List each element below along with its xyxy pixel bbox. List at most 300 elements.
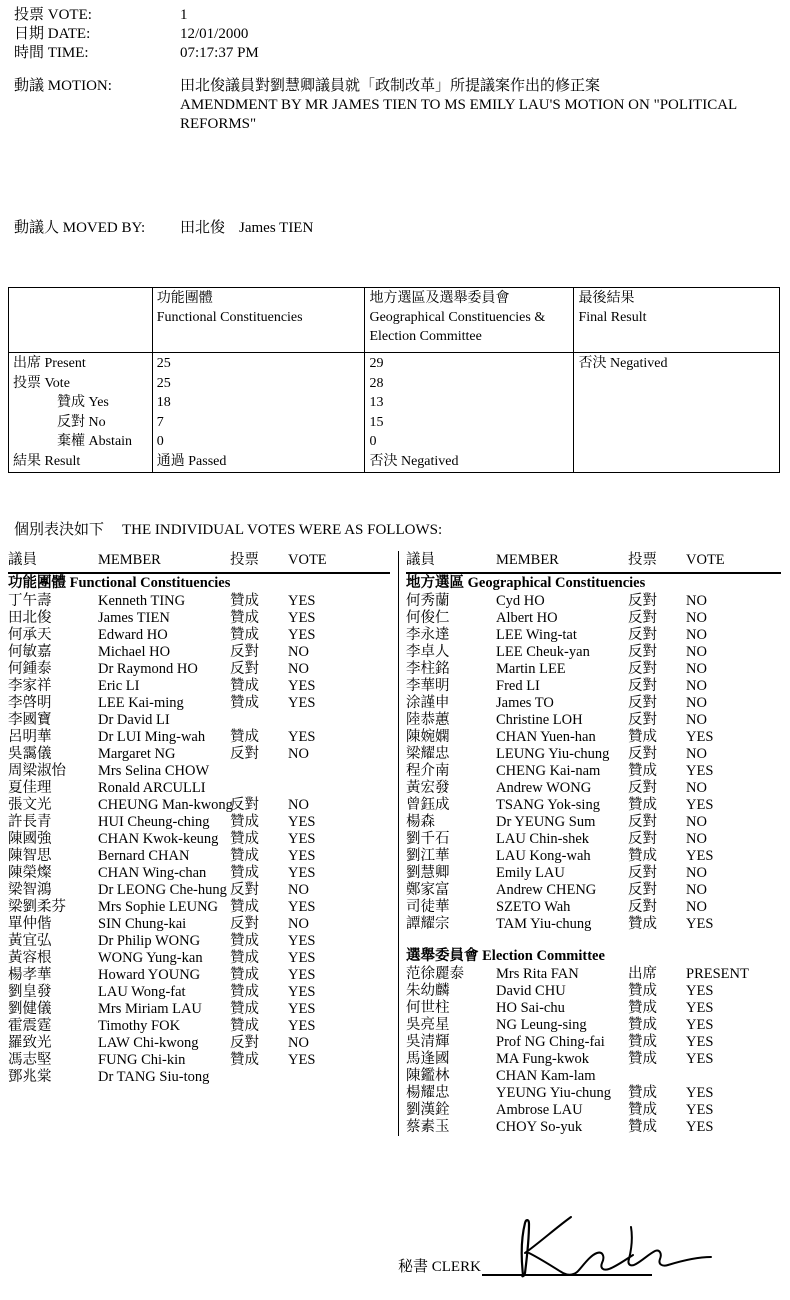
vote-summary-table — [8, 287, 780, 473]
label-present: 出席 Present — [13, 356, 86, 371]
label-no: 反對 No — [57, 414, 106, 430]
vote-row — [406, 627, 781, 644]
vote-row — [406, 848, 781, 865]
member-name-chinese: 李家祥 — [8, 678, 52, 694]
member-vote-english: NO — [686, 712, 707, 728]
member-vote-chinese: 反對 — [628, 865, 657, 881]
member-vote-english: YES — [288, 933, 316, 949]
member-name-chinese: 吳靄儀 — [8, 746, 52, 762]
member-vote-english: YES — [686, 797, 714, 813]
member-vote-chinese: 反對 — [628, 899, 657, 915]
left-header-member-zh: 議員 — [8, 552, 37, 568]
label-result: 結果 Result — [13, 453, 81, 469]
member-vote-english: NO — [686, 593, 707, 609]
geographical-constituencies-column — [398, 551, 781, 1136]
vote-row — [406, 899, 781, 916]
member-vote-english — [686, 1068, 746, 1085]
member-vote-chinese: 反對 — [230, 661, 259, 677]
member-name-chinese: 劉皇發 — [8, 984, 52, 1000]
left-header-rule — [8, 572, 390, 574]
right-section-title — [406, 575, 781, 593]
member-name-english: CHAN Kam-lam — [496, 1068, 596, 1084]
member-vote-english: NO — [288, 644, 309, 660]
time-label: 時間 TIME: — [14, 45, 89, 61]
member-name-english: LAU Kong-wah — [496, 848, 591, 864]
summary-header-row — [9, 288, 780, 353]
vote-row — [8, 610, 390, 627]
member-vote-english: YES — [288, 831, 316, 847]
right-header-vote-zh: 投票 — [628, 552, 657, 568]
right-column-header — [406, 551, 781, 572]
member-name-chinese: 涂謹申 — [406, 695, 450, 711]
member-name-english: Dr David LI — [98, 712, 170, 728]
vote-row — [406, 831, 781, 848]
member-vote-english: YES — [288, 865, 316, 881]
vote-row — [406, 1000, 781, 1017]
member-name-chinese: 何秀蘭 — [406, 593, 450, 609]
member-name-chinese: 何敏嘉 — [8, 644, 52, 660]
vote-row — [8, 967, 390, 984]
geographical-present: 29 — [369, 356, 384, 371]
date-label: 日期 DATE: — [14, 26, 91, 42]
vote-row — [8, 848, 390, 865]
member-vote-english: NO — [686, 644, 707, 660]
member-vote-english: NO — [288, 797, 309, 813]
motion-text-english: AMENDMENT BY MR JAMES TIEN TO MS EMILY LAU'S MOTION ON "POLITICAL REFORMS" — [180, 97, 737, 132]
member-name-english: HO Sai-chu — [496, 1000, 565, 1016]
clerk-field — [398, 1258, 652, 1276]
member-vote-english: NO — [686, 661, 707, 677]
member-vote-english: YES — [288, 610, 316, 626]
member-name-chinese: 馮志堅 — [8, 1052, 52, 1068]
summary-values-final — [574, 353, 780, 473]
member-name-chinese: 司徒華 — [406, 899, 450, 915]
member-name-chinese: 李國寶 — [8, 712, 52, 728]
member-name-chinese: 蔡素玉 — [406, 1119, 450, 1135]
member-vote-chinese: 反對 — [628, 678, 657, 694]
left-section-title-en: Functional Constituencies — [69, 575, 231, 591]
member-vote-english: NO — [686, 610, 707, 626]
member-name-chinese: 黃宏發 — [406, 780, 450, 796]
vote-row — [406, 763, 781, 780]
left-header-member-en: MEMBER — [98, 552, 161, 568]
member-vote-english: NO — [288, 1035, 309, 1051]
member-name-chinese: 劉千石 — [406, 831, 450, 847]
member-vote-chinese: 反對 — [628, 593, 657, 609]
member-vote-chinese — [230, 1069, 288, 1086]
left-column-header — [8, 551, 390, 572]
member-name-english: Dr YEUNG Sum — [496, 814, 596, 830]
member-vote-chinese: 反對 — [628, 746, 657, 762]
member-vote-english: NO — [686, 882, 707, 898]
member-vote-chinese: 反對 — [628, 814, 657, 830]
clerk-label: 秘書 CLERK — [398, 1259, 481, 1275]
member-name-english: TAM Yiu-chung — [496, 916, 592, 932]
member-name-chinese: 張文光 — [8, 797, 52, 813]
member-vote-english: YES — [686, 1034, 714, 1050]
member-vote-chinese: 反對 — [628, 644, 657, 660]
member-name-english: CHEUNG Man-kwong — [98, 797, 233, 813]
member-name-chinese: 何承天 — [8, 627, 52, 643]
member-vote-english: YES — [288, 678, 316, 694]
summary-header-geographical-en: Geographical Constituencies & Election Committee — [369, 310, 546, 344]
member-name-chinese: 何鍾泰 — [8, 661, 52, 677]
member-name-english: LAU Wong-fat — [98, 984, 186, 1000]
member-vote-english: NO — [686, 678, 707, 694]
member-name-chinese: 李柱銘 — [406, 661, 450, 677]
member-vote-english: YES — [288, 695, 316, 711]
right-section-title-en: Geographical Constituencies — [467, 575, 646, 591]
member-name-chinese: 劉江華 — [406, 848, 450, 864]
member-name-english: Prof NG Ching-fai — [496, 1034, 605, 1050]
vote-row — [406, 661, 781, 678]
functional-vote: 25 — [156, 375, 171, 391]
vote-row — [8, 865, 390, 882]
vote-row — [8, 984, 390, 1001]
member-vote-chinese: 反對 — [230, 746, 259, 762]
vote-row — [8, 644, 390, 661]
summary-label-list — [13, 354, 148, 471]
member-name-english: Dr Philip WONG — [98, 933, 201, 949]
vote-row — [406, 1119, 781, 1136]
member-vote-chinese: 贊成 — [628, 763, 657, 779]
vote-row — [8, 695, 390, 712]
member-vote-chinese: 贊成 — [628, 983, 657, 999]
member-name-english: James TO — [496, 695, 554, 711]
member-vote-chinese: 贊成 — [230, 984, 259, 1000]
member-vote-english: YES — [288, 899, 316, 915]
member-name-chinese: 霍震霆 — [8, 1018, 52, 1034]
right-section2-title — [406, 948, 781, 966]
vote-row — [406, 1068, 781, 1085]
left-header-vote-zh: 投票 — [230, 552, 259, 568]
member-vote-chinese: 反對 — [230, 882, 259, 898]
vote-row — [406, 1034, 781, 1051]
member-name-english: Cyd HO — [496, 593, 545, 609]
member-name-chinese: 許長青 — [8, 814, 52, 830]
member-name-english: Ambrose LAU — [496, 1102, 583, 1118]
member-vote-chinese: 反對 — [230, 797, 259, 813]
left-header-vote-en: VOTE — [288, 552, 327, 568]
right-section-title-zh: 地方選區 — [406, 575, 464, 591]
member-name-chinese: 陳國強 — [8, 831, 52, 847]
functional-no: 7 — [156, 414, 164, 430]
motion-text-chinese: 田北俊議員對劉慧卿議員就「政制改革」所提議案作出的修正案 — [180, 78, 601, 94]
member-vote-english: YES — [686, 916, 714, 932]
right-header-vote-en: VOTE — [686, 552, 725, 568]
member-vote-english: YES — [686, 1102, 714, 1118]
final-result: 否決 Negatived — [578, 356, 668, 371]
summary-header-blank — [9, 288, 153, 353]
vote-row — [406, 644, 781, 661]
member-vote-chinese: 贊成 — [230, 678, 259, 694]
geographical-abstain: 0 — [369, 434, 377, 449]
member-vote-chinese: 贊成 — [628, 1000, 657, 1016]
geographical-vote: 28 — [369, 375, 384, 391]
vote-row — [406, 814, 781, 831]
member-vote-english: NO — [288, 916, 309, 932]
geographical-result: 否決 Negatived — [369, 453, 459, 469]
moved-by-name-chinese: 田北俊 — [180, 220, 226, 236]
vote-row — [406, 1017, 781, 1034]
member-vote-english — [288, 780, 348, 797]
member-name-chinese: 梁智鴻 — [8, 882, 52, 898]
member-vote-chinese: 贊成 — [628, 729, 657, 745]
geographical-no: 15 — [369, 414, 384, 430]
member-vote-chinese: 贊成 — [628, 1085, 657, 1101]
member-name-english: Christine LOH — [496, 712, 583, 728]
member-vote-english: YES — [686, 729, 714, 745]
member-name-chinese: 黃容根 — [8, 950, 52, 966]
member-name-english: WONG Yung-kan — [98, 950, 203, 966]
member-vote-chinese — [230, 763, 288, 780]
member-vote-english: YES — [686, 848, 714, 864]
member-name-chinese: 馬逢國 — [406, 1051, 450, 1067]
member-vote-chinese: 贊成 — [230, 729, 259, 745]
member-vote-chinese: 贊成 — [230, 950, 259, 966]
summary-header-geographical — [365, 288, 574, 353]
member-name-english: LAU Chin-shek — [496, 831, 590, 847]
right-header-member-zh: 議員 — [406, 552, 435, 568]
member-name-english: CHAN Kwok-keung — [98, 831, 219, 847]
vote-label: 投票 VOTE: — [14, 7, 92, 23]
motion-block — [14, 77, 776, 134]
member-name-chinese: 梁耀忠 — [406, 746, 450, 762]
member-name-english: Edward HO — [98, 627, 168, 643]
summary-values-geographical — [365, 353, 574, 473]
right-vote-rows — [406, 593, 781, 933]
member-vote-english: NO — [288, 882, 309, 898]
member-name-english: LAW Chi-kwong — [98, 1035, 199, 1051]
vote-row — [8, 950, 390, 967]
member-vote-chinese: 贊成 — [628, 1102, 657, 1118]
member-vote-chinese: 贊成 — [230, 1052, 259, 1068]
member-vote-english — [288, 763, 348, 780]
vote-value: 1 — [180, 7, 188, 23]
election-committee-vote-rows — [406, 966, 781, 1136]
summary-header-final-zh: 最後結果 — [578, 291, 635, 306]
member-name-chinese: 譚耀宗 — [406, 916, 450, 932]
member-vote-chinese: 贊成 — [230, 593, 259, 609]
member-name-english: HUI Cheung-ching — [98, 814, 210, 830]
member-vote-chinese: 反對 — [230, 916, 259, 932]
time-value: 07:17:37 PM — [180, 45, 259, 61]
member-name-english: SIN Chung-kai — [98, 916, 187, 932]
member-name-english: Bernard CHAN — [98, 848, 190, 864]
vote-row — [406, 966, 781, 983]
member-name-chinese: 李華明 — [406, 678, 450, 694]
member-vote-english: PRESENT — [686, 966, 749, 982]
member-vote-chinese: 贊成 — [628, 848, 657, 864]
vote-row — [8, 763, 390, 780]
vote-row — [8, 1035, 390, 1052]
vote-row — [8, 899, 390, 916]
member-vote-chinese: 贊成 — [230, 695, 259, 711]
member-name-chinese: 梁劉柔芬 — [8, 899, 66, 915]
vote-row — [406, 865, 781, 882]
member-name-chinese: 楊耀忠 — [406, 1085, 450, 1101]
member-name-chinese: 程介南 — [406, 763, 450, 779]
member-vote-english: NO — [686, 627, 707, 643]
summary-header-final — [574, 288, 780, 353]
member-vote-english: YES — [288, 967, 316, 983]
member-name-chinese: 陳智思 — [8, 848, 52, 864]
vote-row — [8, 678, 390, 695]
vote-row — [406, 593, 781, 610]
individual-votes-heading — [14, 521, 442, 539]
member-vote-chinese: 贊成 — [230, 967, 259, 983]
clerk-signature-line — [482, 1260, 652, 1276]
functional-present: 25 — [156, 356, 171, 371]
member-name-chinese: 劉漢銓 — [406, 1102, 450, 1118]
right-header-member-en: MEMBER — [496, 552, 559, 568]
date-row — [14, 25, 774, 44]
member-vote-english — [288, 1069, 348, 1086]
member-name-english: Dr TANG Siu-tong — [98, 1069, 210, 1085]
member-vote-english: YES — [686, 1017, 714, 1033]
vote-row — [406, 729, 781, 746]
member-name-english: Emily LAU — [496, 865, 565, 881]
member-name-english: Dr Raymond HO — [98, 661, 198, 677]
member-name-english: Albert HO — [496, 610, 558, 626]
vote-row — [406, 797, 781, 814]
individual-votes-heading-en: THE INDIVIDUAL VOTES WERE AS FOLLOWS: — [122, 522, 443, 538]
member-name-english: LEE Kai-ming — [98, 695, 184, 711]
member-name-chinese: 陸恭蕙 — [406, 712, 450, 728]
motion-label: 動議 MOTION: — [14, 78, 112, 94]
member-name-chinese: 曾鈺成 — [406, 797, 450, 813]
member-name-english: Mrs Selina CHOW — [98, 763, 210, 779]
member-name-chinese: 周梁淑怡 — [8, 763, 66, 779]
member-name-english: YEUNG Yiu-chung — [496, 1085, 612, 1101]
member-vote-chinese: 反對 — [628, 712, 657, 728]
moved-by-name-english: James TIEN — [239, 220, 314, 236]
member-name-chinese: 陳榮燦 — [8, 865, 52, 881]
member-vote-english: YES — [288, 1052, 316, 1068]
member-name-english: CHENG Kai-nam — [496, 763, 601, 779]
member-vote-english: NO — [686, 695, 707, 711]
vote-row — [406, 610, 781, 627]
moved-by-label: 動議人 MOVED BY: — [14, 220, 146, 236]
member-name-english: LEE Cheuk-yan — [496, 644, 590, 660]
member-name-english: Mrs Sophie LEUNG — [98, 899, 219, 915]
section-spacer — [406, 933, 781, 948]
member-vote-chinese: 贊成 — [230, 1001, 259, 1017]
member-vote-english: NO — [686, 865, 707, 881]
member-name-chinese: 夏佳理 — [8, 780, 52, 796]
member-vote-english: YES — [686, 983, 714, 999]
member-vote-chinese: 贊成 — [230, 1018, 259, 1034]
member-name-chinese: 陳鑑林 — [406, 1068, 450, 1084]
member-name-chinese: 田北俊 — [8, 610, 52, 626]
member-name-english: MA Fung-kwok — [496, 1051, 590, 1067]
member-name-chinese: 范徐麗泰 — [406, 966, 464, 982]
member-name-english: FUNG Chi-kin — [98, 1052, 186, 1068]
vote-row — [8, 712, 390, 729]
summary-header-functional — [152, 288, 365, 353]
left-section-title-zh: 功能團體 — [8, 575, 66, 591]
document-meta — [14, 6, 774, 63]
time-row — [14, 44, 774, 63]
member-name-chinese: 吳亮星 — [406, 1017, 450, 1033]
member-vote-chinese — [230, 780, 288, 797]
vote-row — [8, 1069, 390, 1086]
member-vote-chinese: 贊成 — [230, 627, 259, 643]
member-vote-english: YES — [686, 1000, 714, 1016]
member-vote-english: YES — [288, 593, 316, 609]
member-name-chinese: 朱幼麟 — [406, 983, 450, 999]
individual-votes-lists — [8, 551, 782, 1136]
member-name-chinese: 李卓人 — [406, 644, 450, 660]
summary-values-functional — [152, 353, 365, 473]
member-vote-chinese: 贊成 — [230, 933, 259, 949]
member-name-english: Howard YOUNG — [98, 967, 201, 983]
member-vote-chinese: 贊成 — [230, 899, 259, 915]
vote-row — [8, 1018, 390, 1035]
vote-row — [8, 746, 390, 763]
member-vote-english: YES — [288, 1018, 316, 1034]
member-name-english: Fred LI — [496, 678, 540, 694]
vote-row — [8, 593, 390, 610]
member-vote-english: NO — [686, 831, 707, 847]
member-name-english: LEE Wing-tat — [496, 627, 577, 643]
label-yes: 贊成 Yes — [57, 395, 109, 410]
member-name-chinese: 黃宜弘 — [8, 933, 52, 949]
member-name-english: NG Leung-sing — [496, 1017, 587, 1033]
member-vote-chinese: 反對 — [628, 627, 657, 643]
vote-row — [406, 746, 781, 763]
member-name-english: Timothy FOK — [98, 1018, 181, 1034]
member-vote-english: YES — [686, 1051, 714, 1067]
member-vote-chinese — [230, 712, 288, 729]
member-name-chinese: 楊孝華 — [8, 967, 52, 983]
moved-by-block — [14, 219, 313, 238]
member-name-english: Mrs Rita FAN — [496, 966, 579, 982]
vote-row — [8, 780, 390, 797]
summary-row-labels — [9, 353, 153, 473]
member-vote-chinese: 反對 — [230, 644, 259, 660]
member-name-english: Andrew WONG — [496, 780, 592, 796]
right-header-rule — [406, 572, 781, 574]
left-vote-rows — [8, 593, 390, 1086]
vote-row — [406, 1051, 781, 1068]
member-name-chinese: 吳清輝 — [406, 1034, 450, 1050]
vote-row — [406, 780, 781, 797]
summary-header-final-en: Final Result — [578, 310, 647, 325]
member-vote-chinese: 反對 — [628, 610, 657, 626]
member-name-english: James TIEN — [98, 610, 170, 626]
functional-result: 通過 Passed — [156, 453, 227, 469]
member-name-chinese: 鄭家富 — [406, 882, 450, 898]
member-name-chinese: 劉慧卿 — [406, 865, 450, 881]
label-vote: 投票 Vote — [13, 375, 70, 391]
member-name-chinese: 劉健儀 — [8, 1001, 52, 1017]
member-name-english: Mrs Miriam LAU — [98, 1001, 202, 1017]
member-name-chinese: 呂明華 — [8, 729, 52, 745]
member-vote-english: YES — [288, 1001, 316, 1017]
right-section2-title-en: Election Committee — [482, 948, 605, 964]
member-vote-chinese: 贊成 — [230, 814, 259, 830]
vote-row — [406, 916, 781, 933]
member-name-english: TSANG Yok-sing — [496, 797, 600, 813]
member-vote-english: YES — [288, 848, 316, 864]
motion-text — [180, 77, 776, 134]
member-name-english: David CHU — [496, 983, 566, 999]
member-name-chinese: 李永達 — [406, 627, 450, 643]
vote-row — [8, 729, 390, 746]
vote-row — [406, 882, 781, 899]
member-name-chinese: 楊森 — [406, 814, 435, 830]
